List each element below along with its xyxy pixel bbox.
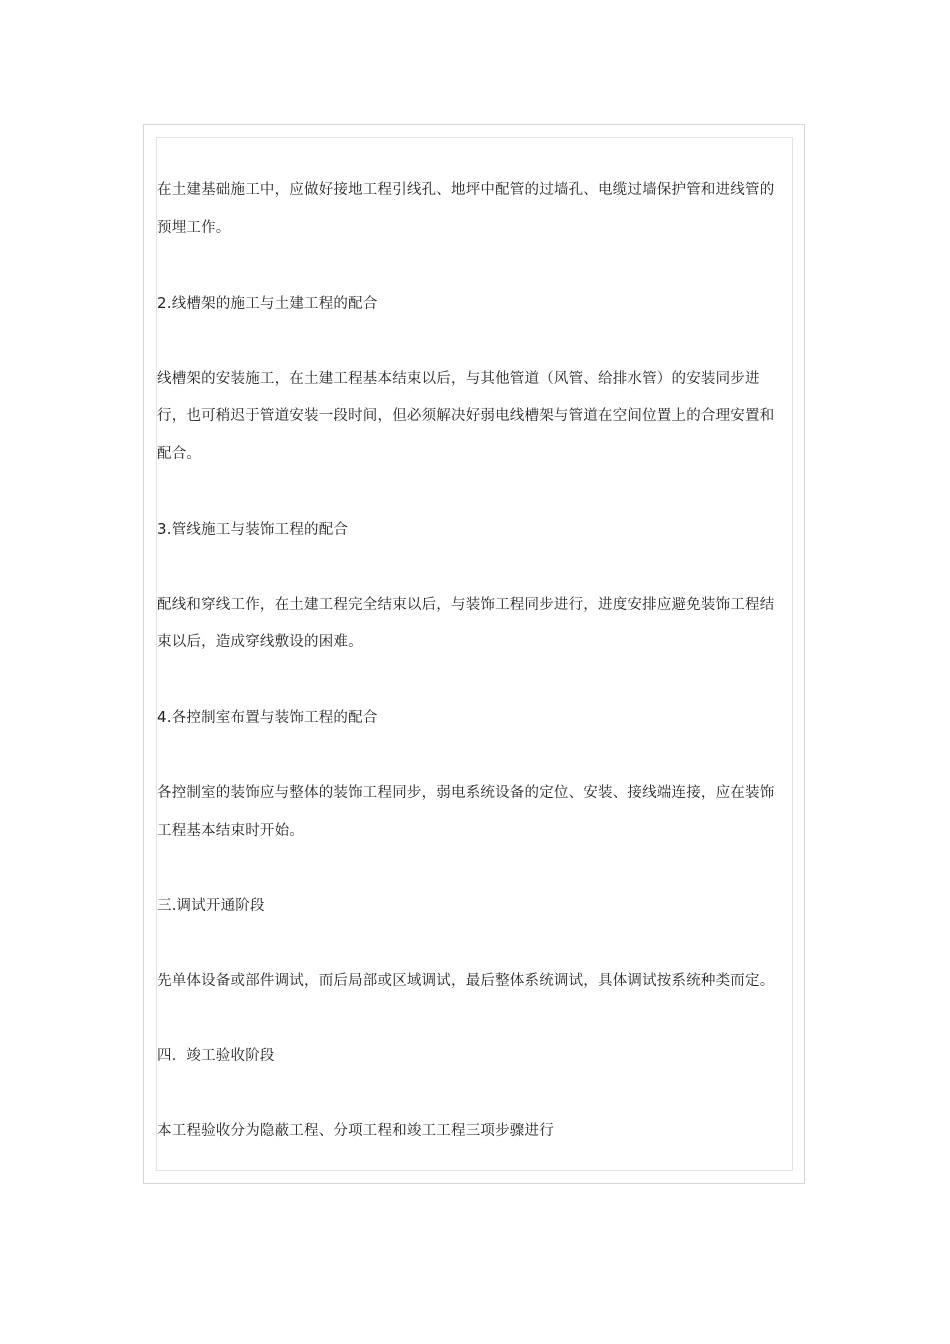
heading-text: 管线施工与装饰工程的配合 [171, 521, 349, 538]
heading-number: 2. [157, 293, 172, 312]
heading-cable-tray-coordination [157, 285, 782, 324]
heading-pipeline-decoration-coordination [157, 511, 782, 550]
heading-text: 线槽架的施工与土建工程的配合 [171, 295, 378, 312]
paragraph-foundation-coordination: 在土建基础施工中，应做好接地工程引线孔、地坪中配管的过墙孔、电缆过墙保护管和进线管的预埋工作。 [157, 182, 775, 236]
section-heading-commissioning: 三.调试开通阶段 [157, 897, 265, 914]
paragraph-cable-tray-installation: 线槽架的安装施工，在土建工程基本结束以后，与其他管道（风管、给排水管）的安装同步进行，也可稍迟于管道安装一段时间，但必须解决好弱电线槽架与管道在空间位置上的合理安置和配合。 [157, 370, 775, 462]
paragraph-commissioning-steps: 先单体设备或部件调试，而后局部或区域调试，最后整体系统调试，具体调试按系统种类而定。 [157, 972, 775, 989]
heading-text: 各控制室布置与装饰工程的配合 [171, 710, 378, 726]
heading-number: 3. [157, 519, 172, 538]
document-body [157, 172, 782, 1150]
heading-number: 4. [157, 708, 172, 726]
paragraph-acceptance-steps: 本工程验收分为隐蔽工程、分项工程和竣工工程三项步骤进行 [157, 1122, 554, 1139]
paragraph-control-room-decoration: 各控制室的装饰应与整体的装饰工程同步，弱电系统设备的定位、安装、接线端连接，应在装饰工程基本结束时开始。 [157, 785, 775, 839]
paragraph-wiring-work: 配线和穿线工作，在土建工程完全结束以后，与装饰工程同步进行，进度安排应避免装饰工程结束以后，造成穿线敷设的困难。 [157, 596, 775, 650]
section-heading-acceptance: 四．竣工验收阶段 [157, 1047, 275, 1064]
heading-control-room-coordination [157, 699, 782, 738]
